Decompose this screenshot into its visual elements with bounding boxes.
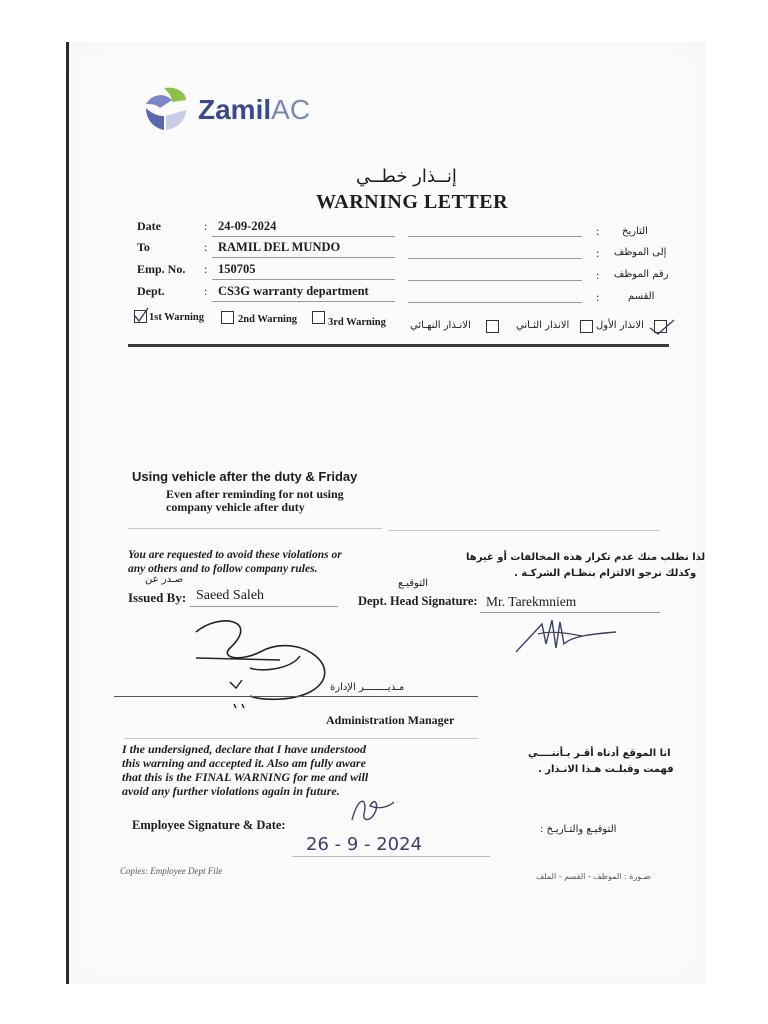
first-warning-label: 1st Warning <box>149 312 204 323</box>
third-warning-checkbox[interactable] <box>312 311 325 324</box>
employee-signature-date: 26 - 9 - 2024 <box>306 834 423 855</box>
final-warning-label-ar: الانـذار النهـائي <box>410 320 471 331</box>
second-warning-label: 2nd Warning <box>238 314 298 325</box>
issued-by-label: Issued By: <box>128 590 187 605</box>
dept-head-name: Mr. Tarekmniem <box>486 594 577 609</box>
admin-manager-label: Administration Manager <box>326 713 455 727</box>
dept-value: CS3G warranty department <box>218 284 369 298</box>
admin-manager-label-ar: مـديــــــــر الإدارة <box>330 682 405 693</box>
date-colon: : <box>204 219 208 233</box>
to-colon: : <box>204 240 208 254</box>
emp-no-colon: : <box>204 262 208 276</box>
request-en-1: You are requested to avoid these violations or <box>128 549 342 561</box>
violation-detail-1: Even after reminding for not using <box>166 487 344 501</box>
third-warning-label: 3rd Warning <box>328 317 386 328</box>
emp-no-value: 150705 <box>218 262 256 276</box>
employee-signature-label: Employee Signature & Date: <box>132 818 286 832</box>
issuer-signature-icon <box>190 610 350 710</box>
second-warning-checkbox-ar[interactable] <box>580 320 593 333</box>
page-title: WARNING LETTER <box>316 191 509 213</box>
declaration-en-3: that this is the FINAL WARNING for me and will <box>122 770 369 784</box>
copies-ar: صـورة : الموظف - القسم - الملف <box>536 872 651 881</box>
company-name-bold: Zamil <box>198 94 272 125</box>
header-divider <box>128 344 669 347</box>
employee-signature-icon <box>346 792 396 828</box>
company-name <box>198 94 310 126</box>
declaration-ar-2: فهمت وقبلـت هـذا الانـذار . <box>538 764 674 775</box>
title-arabic: إنــذار خطــي <box>356 166 457 187</box>
to-label-ar: إلى الموظف <box>614 247 667 258</box>
final-warning-checkbox[interactable] <box>486 320 499 333</box>
dept-head-label: Dept. Head Signature: <box>358 594 478 608</box>
declaration-en-1: I the undersigned, declare that I have understood <box>122 742 367 756</box>
employee-signature-label-ar: التوقيـع والتـاريـخ : <box>540 824 617 835</box>
date-label: Date <box>137 219 161 233</box>
date-value: 24-09-2024 <box>218 219 277 233</box>
checkmark-icon <box>132 306 150 324</box>
to-label: To <box>137 240 150 254</box>
issued-by-label-ar: صـدر عن <box>145 574 184 585</box>
second-warning-label-ar: الانذار الثـاني <box>516 320 570 331</box>
zamil-logo <box>142 86 190 137</box>
dept-colon: : <box>204 284 208 298</box>
request-ar-2: وكذلك نرجو الالتزام بنظـام الشركـة . <box>514 568 697 579</box>
emp-no-label-ar: رقم الموظف <box>614 269 669 280</box>
violation-title: Using vehicle after the duty & Friday <box>132 469 358 484</box>
emp-no-label: Emp. No. <box>137 262 186 276</box>
declaration-en-4: avoid any further violations again in future. <box>122 784 340 798</box>
request-en-2: any others and to follow company rules. <box>128 563 318 575</box>
date-label-ar: التاريخ <box>622 226 648 237</box>
zamil-logo-icon <box>142 86 190 132</box>
emp-no-colon-ar: : <box>596 268 600 282</box>
date-colon-ar: : <box>596 224 600 238</box>
dept-head-label-ar: التوقيـع <box>398 578 429 589</box>
dept-label: Dept. <box>137 284 165 298</box>
checkmark-icon-ar <box>648 316 676 336</box>
declaration-en-2: this warning and accepted it. Also am fully aware <box>122 756 366 770</box>
request-ar-1: لذا نطلب منك عدم تكرار هذه المخالفات أو غيرها <box>466 552 706 563</box>
issued-by-name: Saeed Saleh <box>196 588 265 603</box>
to-value: RAMIL DEL MUNDO <box>218 240 341 254</box>
violation-detail-2: company vehicle after duty <box>166 500 305 514</box>
to-colon-ar: : <box>596 246 600 260</box>
declaration-ar-1: انا الموقع أدناه أقـر بـأننــــي <box>528 748 671 759</box>
second-warning-checkbox[interactable] <box>221 311 234 324</box>
copies-en: Copies: Employee Dept File <box>120 866 223 876</box>
dept-head-signature-icon <box>512 614 622 658</box>
dept-label-ar: القسم <box>628 291 655 302</box>
first-warning-label-ar: الانذار الأول <box>596 320 644 331</box>
dept-colon-ar: : <box>596 290 600 304</box>
company-name-light: AC <box>271 94 311 125</box>
